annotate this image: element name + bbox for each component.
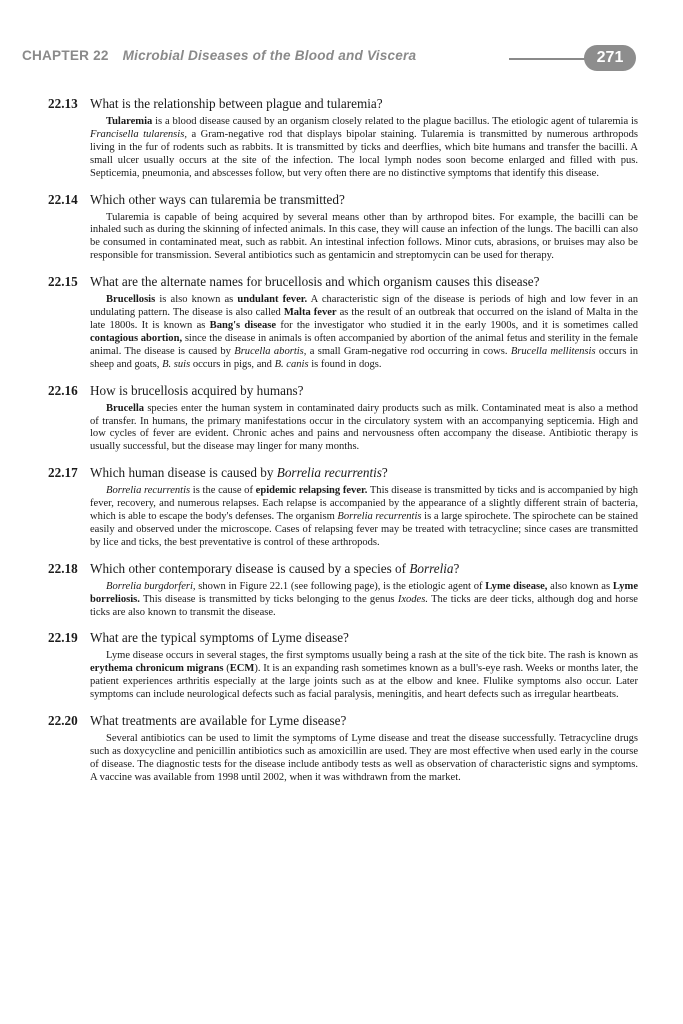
answer-segment: undulant fever. [237,294,308,306]
answer-segment: Brucellosis [106,294,156,306]
question-segment: Borrelia recurrentis [276,465,382,481]
answer-segment: Lyme disease occurs in several stages, the first symptoms usually being a rash at the site of the tick bite. The rash is known as [106,650,638,662]
answer-segment: Several antibiotics can be used to limit the symptoms of Lyme disease and treat the disease successfully. Tetracycline drugs such as doxycycline and penicillin antibiotics such as amoxicillin are used. They are most effective when used early in the course of disease. The diagnostic tests for the disease include antibody tests as well as observation of characteristic signs and symptoms. A vaccine was available from 1998 until 2002, when it was withdrawn from the market. [90,733,638,783]
page-header [22,44,637,72]
answer-segment: as the result of an outbreak that occurred on the island of Malta in the late 1800s. It is known as [90,307,638,331]
question-segment: What are the typical symptoms of Lyme disease? [90,630,349,646]
answer-segment: also known as [547,580,613,592]
question-text [90,96,638,112]
answer-segment: for the investigator who studied it in the early 1900s, and it is sometimes called [276,319,638,331]
question-segment: Borrelia [409,560,454,576]
answer-segment: shown in Figure 22.1 (see following page), is the etiologic agent of [195,580,486,592]
answer-segment: contagious abortion, [90,332,183,344]
qa-list [48,96,638,796]
answer-segment: occurs in pigs, and [190,358,275,370]
answer-segment: Brucella abortis, [234,345,307,357]
running-head [22,48,416,63]
answer-segment: is a blood disease caused by an organism closely related to the plague bacillus. The etiologic agent of tularemia is [152,116,638,127]
answer-text [90,212,638,264]
answer-segment: Bang's disease [209,319,277,331]
qa-item [48,713,638,785]
question-segment: What is the relationship between plague and tularemia? [90,96,383,111]
answer-text [90,650,638,702]
answer-segment: is found in dogs. [308,358,382,370]
answer-segment: since the disease in animals is often accompanied by abortion of the animal fetus and sterility in the female animal. The disease is caused by [90,332,638,357]
answer-segment: Borrelia burgdorferi, [106,580,196,592]
answer-segment: This disease is transmitted by ticks belonging to the genus [139,593,398,605]
answer-segment: is also known as [155,294,238,306]
question-text [90,383,638,399]
question-text [90,630,638,646]
question-number: 22.14 [48,191,78,207]
question-text [90,192,638,208]
answer-text [90,403,638,455]
qa-item [48,192,638,264]
answer-segment: Borrelia recurrentis [106,485,191,497]
answer-segment: a Gram-negative rod that displays bipolar staining. Tularemia is transmitted by numerous arthropods living in the fur of rodents such as rabbits. It is transmitted by ticks and deerflies, which bite humans and transfer the bacilli. A small ulcer usually occurs at the site of the infection. The local lymph nodes soon become enlarged and filled with pus. Septicemia, pneumonia, and abscesses follow, but very often there are no distinctive symptoms that identify this disease. [90,128,638,179]
qa-item [48,561,638,620]
answer-segment: A characteristic sign of the disease is periods of high and low fever in an undulating pattern. The disease is also called [90,294,638,319]
answer-text [90,485,638,550]
answer-segment: is a large spirochete. The spirochete can be stained easily and observed under the microscope. Cases of relapsing fever may be treated with tetracycline; since cases are transmitted by lice and ticks, the best preventative is control of these arthropods. [90,511,638,548]
answer-text [90,116,638,181]
answer-segment: occurs in sheep and goats, [90,345,638,370]
answer-segment: Lyme disease, [485,580,548,592]
answer-segment: erythema chronicum migrans [90,663,224,675]
answer-segment: ( [223,663,230,675]
answer-segment: B. suis [162,358,191,370]
qa-item [48,274,638,371]
question-segment: Which other contemporary disease is caused by a species of [90,560,410,576]
answer-segment: species enter the human system in contaminated dairy products such as milk. Contaminated meat is also a method of transfer. In humans, the primary manifestations occur in the circulatory system with an accompanying septicemia. High and low cycles of fever are evident. Chronic aches and pains and nervousness often accompany the disease. Antibiotic therapy is usually successful, but the disease may linger for many months. [90,402,638,453]
question-text [90,713,638,729]
page-number: 271 [584,45,636,71]
answer-text [90,294,638,371]
question-segment: Which other ways can tularemia be transmitted? [90,191,345,207]
header-rule [509,58,589,60]
answer-segment: is the cause of [190,485,256,497]
question-number: 22.13 [48,96,78,111]
answer-segment: The ticks are deer ticks, although dog and horse ticks are also known to transmit the disease. [90,593,638,618]
question-segment: ? [453,560,460,576]
answer-segment: Ixodes. [397,593,428,605]
answer-segment: ECM [229,663,255,675]
answer-segment: Tularemia is capable of being acquired by several means other than by arthropod bites. For example, the bacilli can be inhaled such as during the skinning of infected animals. In this case, they will cause an infection of the lungs. The bacilli can also be consumed in contaminated meat, such as rabbit. An intestinal infection follows. Minor cuts, abrasions, or bruises may also be responsible for transmission. Several antibiotics such as gentamicin and streptomycin can be used for therapy. [90,211,638,262]
answer-segment: Malta fever [283,307,337,319]
question-text [90,465,638,481]
answer-segment: Brucella [106,402,145,414]
question-segment: What are the alternate names for brucellosis and which organism causes this disease? [90,274,540,290]
answer-segment: Borrelia recurrentis [337,511,422,523]
answer-text [90,581,638,620]
answer-text [90,733,638,785]
question-text [90,274,638,290]
answer-segment: This disease is transmitted by ticks and is accompanied by high fever, recovery, and numerous relapses. Each relapse is accompanied by the appearance of a slightly different strain of bacteria, which is able to escape the body's defenses. The organism [90,485,639,523]
answer-segment: ). It is an expanding rash sometimes known as a bull's-eye rash. Weeks or months later, the patient experiences arthritis especially at the large joints such as at the elbow and knee. Flulike symptoms also occur. Later symptoms can include neurological defects such as facial paralysis, meningitis, and heart defects such as irregular heartbeats. [90,663,638,701]
question-number: 22.16 [48,382,78,398]
question-text [90,561,638,577]
question-segment: How is brucellosis acquired by humans? [90,382,304,398]
answer-segment: a small Gram-negative rod occurring in cows. [306,345,511,357]
qa-item [48,465,638,550]
answer-segment: B. canis [274,358,309,370]
question-number: 22.17 [48,465,78,481]
question-segment: What treatments are available for Lyme disease? [90,713,347,729]
question-segment: Which human disease is caused by [90,465,277,481]
question-number: 22.15 [48,274,78,290]
qa-item [48,96,638,181]
answer-segment: Francisella tularensis, [90,128,187,140]
answer-segment: Tularemia [106,116,153,127]
question-number: 22.20 [48,713,78,729]
question-segment: ? [381,465,388,481]
answer-segment: epidemic relapsing fever. [255,485,368,497]
chapter-label: CHAPTER 22 [22,48,109,63]
answer-segment: Lyme borreliosis. [90,580,639,605]
question-number: 22.19 [48,630,78,646]
qa-item [48,383,638,455]
chapter-title: Microbial Diseases of the Blood and Viscera [122,48,417,63]
qa-item [48,630,638,702]
question-number: 22.18 [48,560,78,576]
answer-segment: Brucella mellitensis [510,345,596,357]
